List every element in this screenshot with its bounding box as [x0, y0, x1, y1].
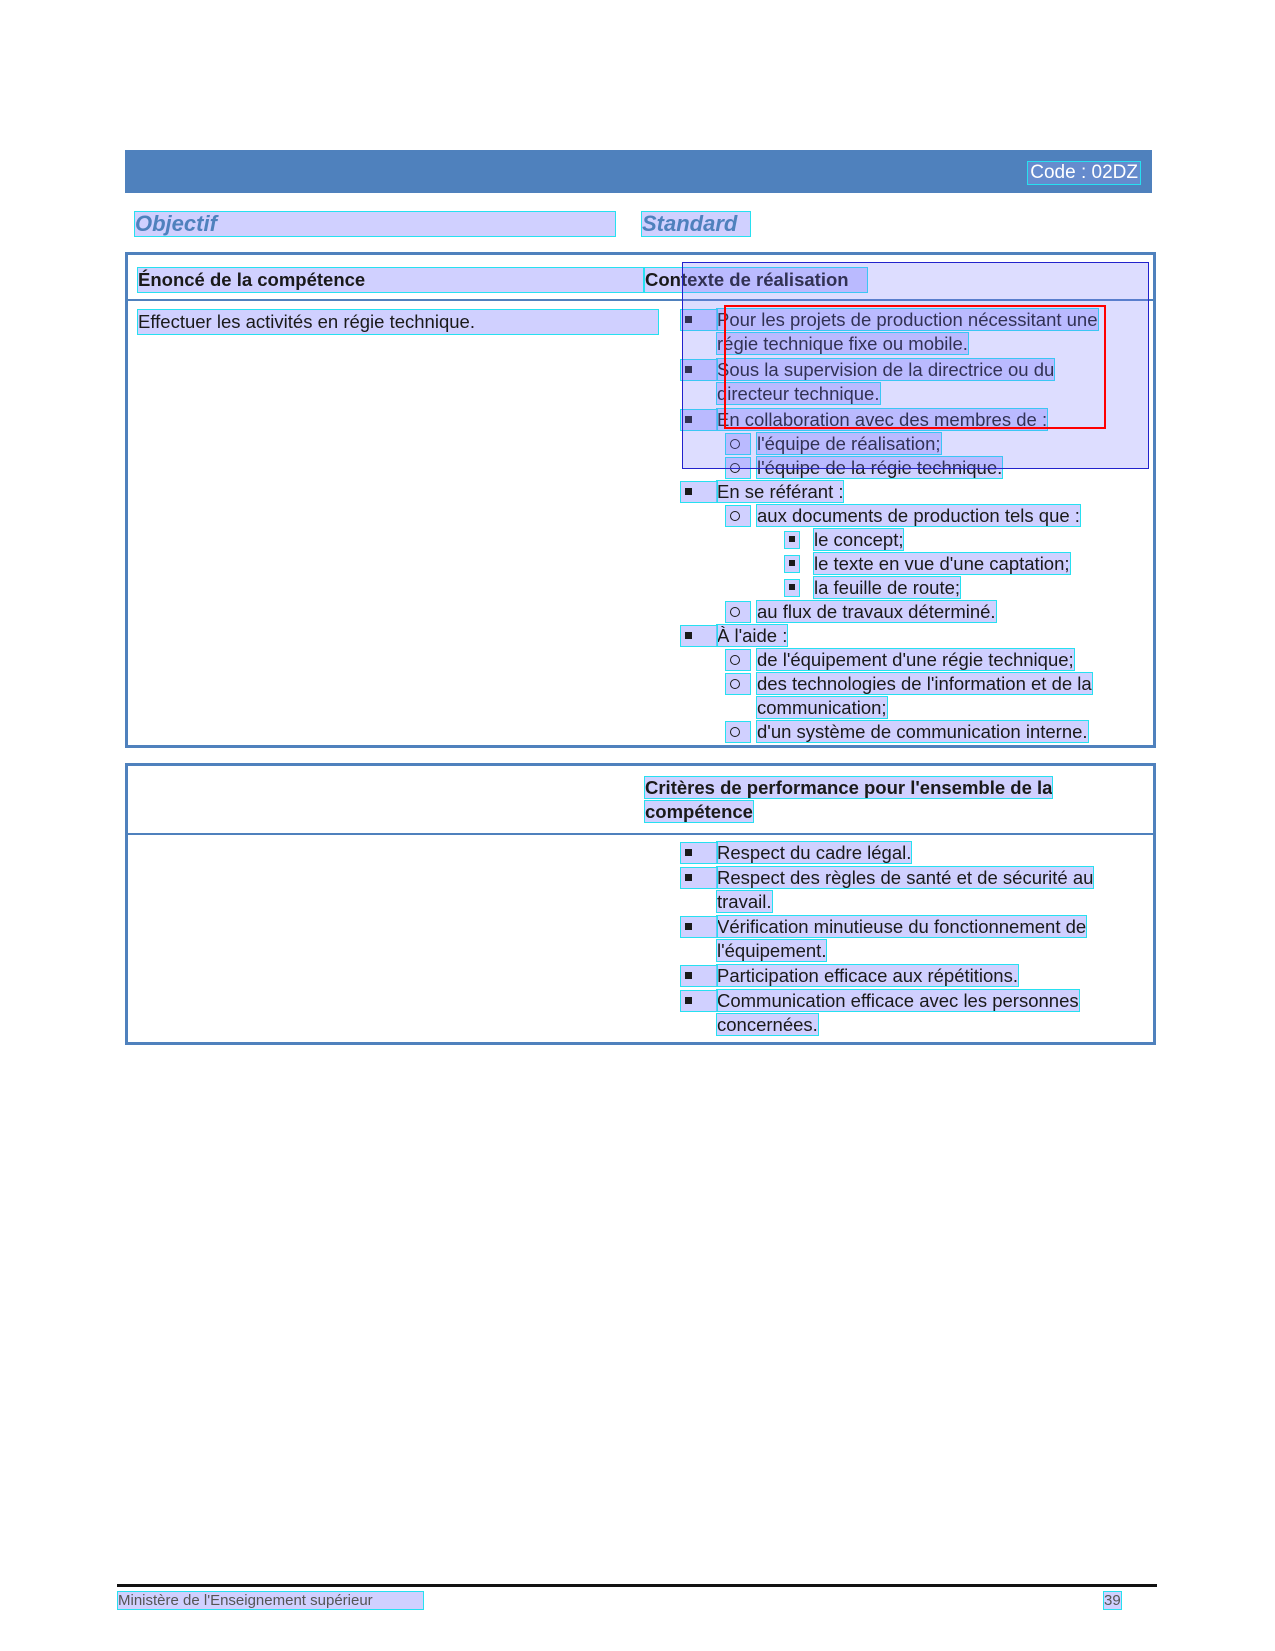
criteria-list [681, 841, 1121, 1037]
list-item: En collaboration avec des membres de : [681, 408, 1121, 432]
circle-bullet-icon [726, 674, 750, 694]
list-item: Participation efficace aux répétitions. [681, 964, 1121, 988]
square-bullet-icon [681, 843, 717, 863]
list-item: Sous la supervision de la directrice ou du directeur technique. [681, 358, 1121, 406]
objective-title: Objectif [135, 212, 615, 236]
competency-code: Code : 02DZ [1030, 162, 1138, 183]
context-heading: Contexte de réalisation [645, 268, 867, 292]
small-square-bullet-icon [785, 556, 799, 572]
list-item: Respect des règles de santé et de sécurité au travail. [681, 866, 1121, 914]
list-item: À l'aide : [681, 624, 1121, 648]
list-item: au flux de travaux déterminé. [681, 600, 1121, 624]
square-bullet-icon [681, 310, 717, 330]
footer-rule [117, 1584, 1157, 1587]
statement-heading: Énoncé de la compétence [138, 268, 643, 292]
circle-bullet-icon [726, 458, 750, 478]
list-item: la feuille de route; [681, 576, 1121, 600]
square-bullet-icon [681, 868, 717, 888]
competency-box [125, 252, 1156, 748]
circle-bullet-icon [726, 602, 750, 622]
square-bullet-icon [681, 482, 717, 502]
list-item: l'équipe de la régie technique. [681, 456, 1121, 480]
square-bullet-icon [681, 626, 717, 646]
criteria-heading: Critères de performance pour l'ensemble de la compétence [645, 777, 1053, 822]
page-number: 39 [1104, 1592, 1121, 1609]
list-item: le texte en vue d'une captation; [681, 552, 1121, 576]
list-item: de l'équipement d'une régie technique; [681, 648, 1121, 672]
list-item: d'un système de communication interne. [681, 720, 1121, 744]
circle-bullet-icon [726, 650, 750, 670]
circle-bullet-icon [726, 434, 750, 454]
competency-statement: Effectuer les activités en régie technique. [138, 310, 658, 334]
list-item: des technologies de l'information et de la communication; [681, 672, 1121, 720]
header-divider [128, 299, 1153, 301]
small-square-bullet-icon [785, 580, 799, 596]
list-item: Respect du cadre légal. [681, 841, 1121, 865]
square-bullet-icon [681, 991, 717, 1011]
circle-bullet-icon [726, 506, 750, 526]
small-square-bullet-icon [785, 532, 799, 548]
list-item: le concept; [681, 528, 1121, 552]
footer-ministry: Ministère de l'Enseignement supérieur [118, 1592, 423, 1609]
context-list [681, 308, 1121, 744]
header-divider [128, 833, 1153, 835]
list-item: Communication efficace avec les personnes concernées. [681, 989, 1121, 1037]
criteria-box [125, 763, 1156, 1045]
square-bullet-icon [681, 410, 717, 430]
square-bullet-icon [681, 360, 717, 380]
square-bullet-icon [681, 917, 717, 937]
list-item: En se référant : [681, 480, 1121, 504]
list-item: Pour les projets de production nécessitant une régie technique fixe ou mobile. [681, 308, 1121, 356]
list-item: l'équipe de réalisation; [681, 432, 1121, 456]
standard-title: Standard [642, 212, 750, 236]
list-item: Vérification minutieuse du fonctionnement de l'équipement. [681, 915, 1121, 963]
code-bar [125, 150, 1152, 193]
circle-bullet-icon [726, 722, 750, 742]
square-bullet-icon [681, 966, 717, 986]
list-item: aux documents de production tels que : [681, 504, 1121, 528]
